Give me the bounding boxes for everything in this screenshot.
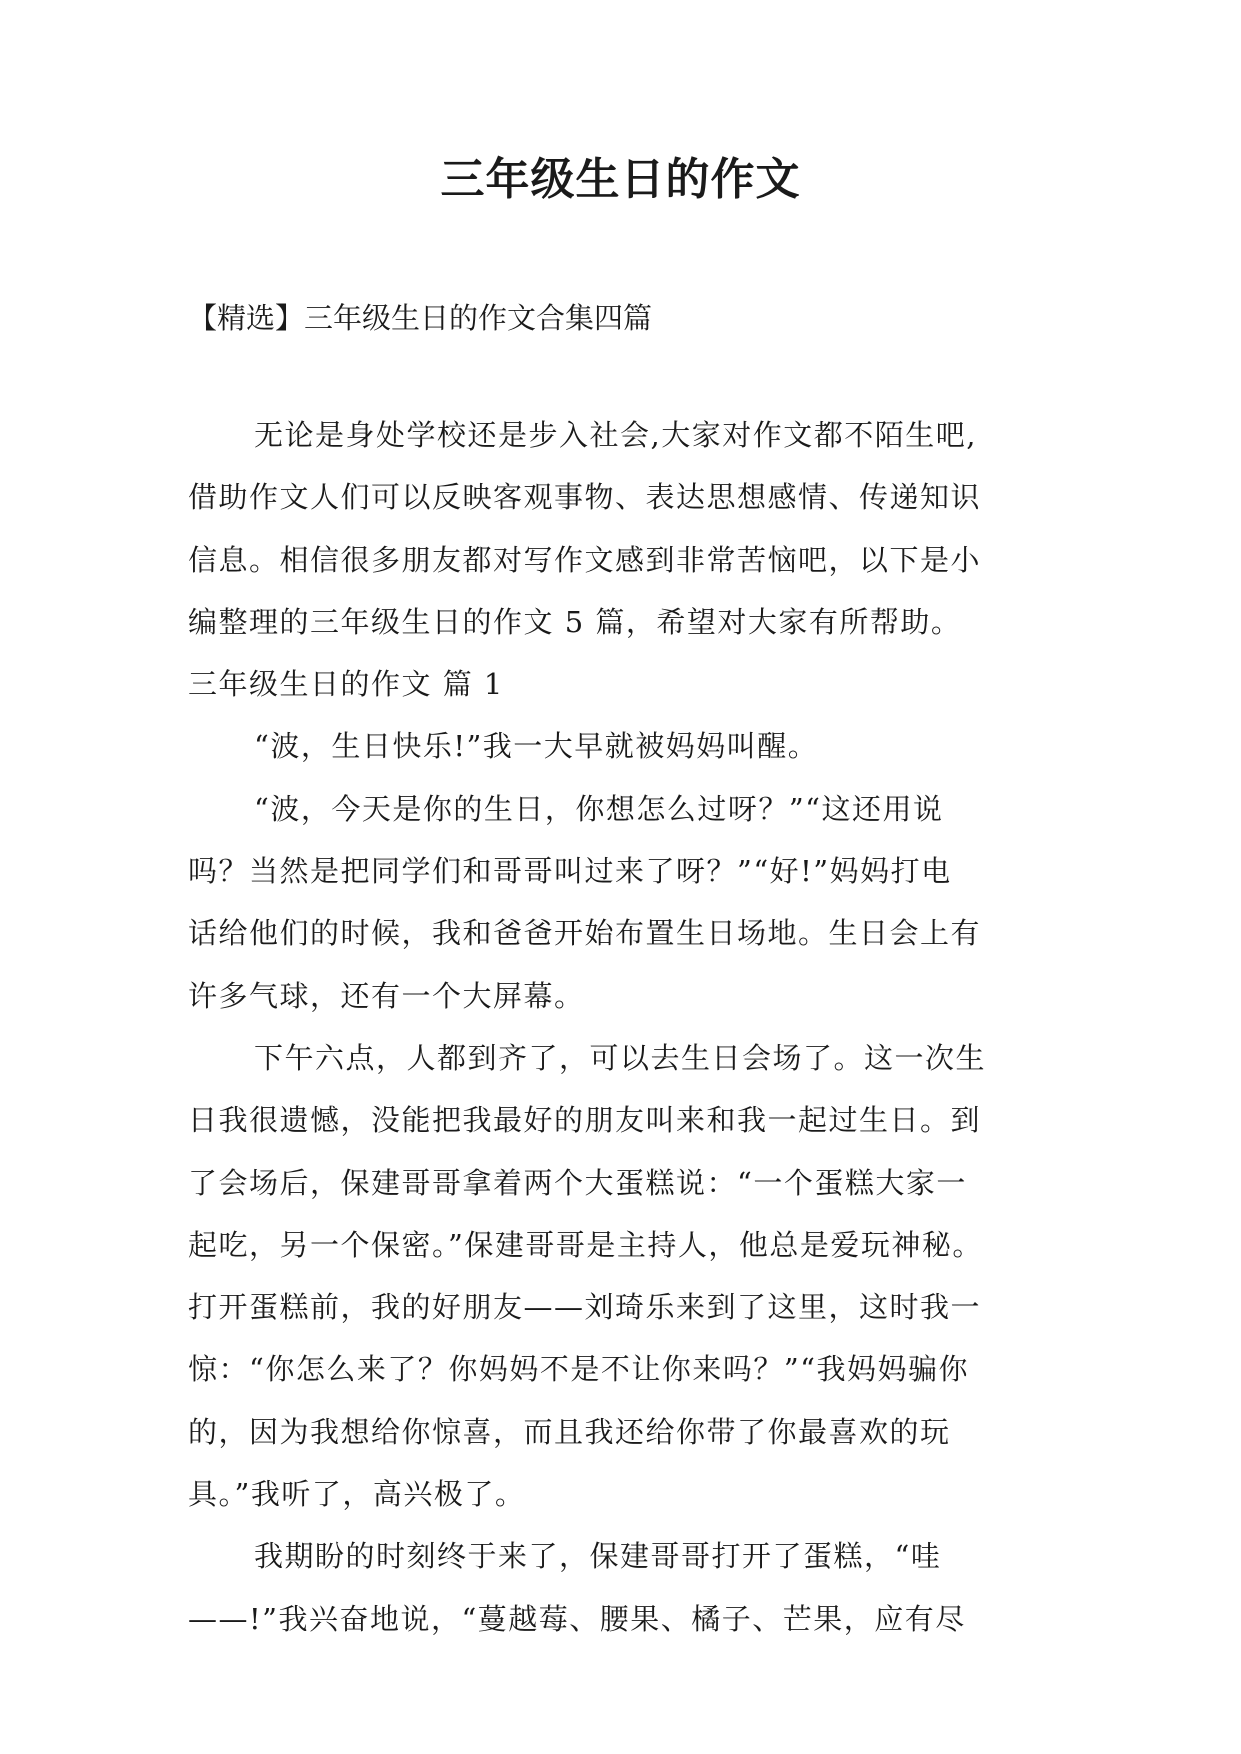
body-text-line: ——!”我兴奋地说，“蔓越莓、腰果、橘子、芒果，应有尽 [188, 1601, 966, 1636]
body-text-line: 下午六点，人都到齐了，可以去生日会场了。这一次生 [254, 1040, 987, 1075]
body-text-line: 无论是身处学校还是步入社会,大家对作文都不陌生吧, [254, 418, 977, 452]
body-text-line: 许多气球，还有一个大屏幕。 [188, 978, 585, 1013]
body-text-line: 日我很遗憾，没能把我最好的朋友叫来和我一起过生日。到 [188, 1103, 982, 1138]
body-text-line: 我期盼的时刻终于来了，保建哥哥打开了蛋糕，“哇 [254, 1539, 942, 1574]
body-text-line: 信息。相信很多朋友都对写作文感到非常苦恼吧，以下是小 [188, 542, 982, 577]
body-text-line: 三年级生日的作文 篇 1 [188, 667, 504, 702]
body-text-line: 惊：“你怎么来了？你妈妈不是不让你来吗？”“我妈妈骗你 [188, 1352, 969, 1387]
body-text-line: 借助作文人们可以反映客观事物、表达思想感情、传递知识 [188, 480, 982, 515]
body-text-line: 的，因为我想给你惊喜，而且我还给你带了你最喜欢的玩 [188, 1414, 951, 1449]
body-text-line: 打开蛋糕前，我的好朋友——刘琦乐来到了这里，这时我一 [188, 1290, 982, 1325]
body-text-line: 编整理的三年级生日的作文 5 篇，希望对大家有所帮助。 [188, 604, 962, 639]
body-text-line: “波，今天是你的生日，你想怎么过呀？”“这还用说 [254, 791, 944, 826]
document-subtitle: 【精选】三年级生日的作文合集四篇 [188, 301, 653, 335]
body-text-line: “波，生日快乐!”我一大早就被妈妈叫醒。 [254, 729, 819, 764]
body-text-line: 话给他们的时候，我和爸爸开始布置生日场地。生日会上有 [188, 916, 982, 951]
document-title: 三年级生日的作文 [440, 154, 801, 205]
body-text-line: 了会场后，保建哥哥拿着两个大蛋糕说：“一个蛋糕大家一 [188, 1165, 967, 1200]
body-text-line: 吗？当然是把同学们和哥哥叫过来了呀？”“好!”妈妈打电 [188, 854, 952, 889]
document-body [188, 404, 1088, 1650]
body-text-line: 起吃，另一个保密。”保建哥哥是主持人，他总是爱玩神秘。 [188, 1227, 983, 1262]
body-text-line: 具。”我听了，高兴极了。 [188, 1477, 526, 1512]
